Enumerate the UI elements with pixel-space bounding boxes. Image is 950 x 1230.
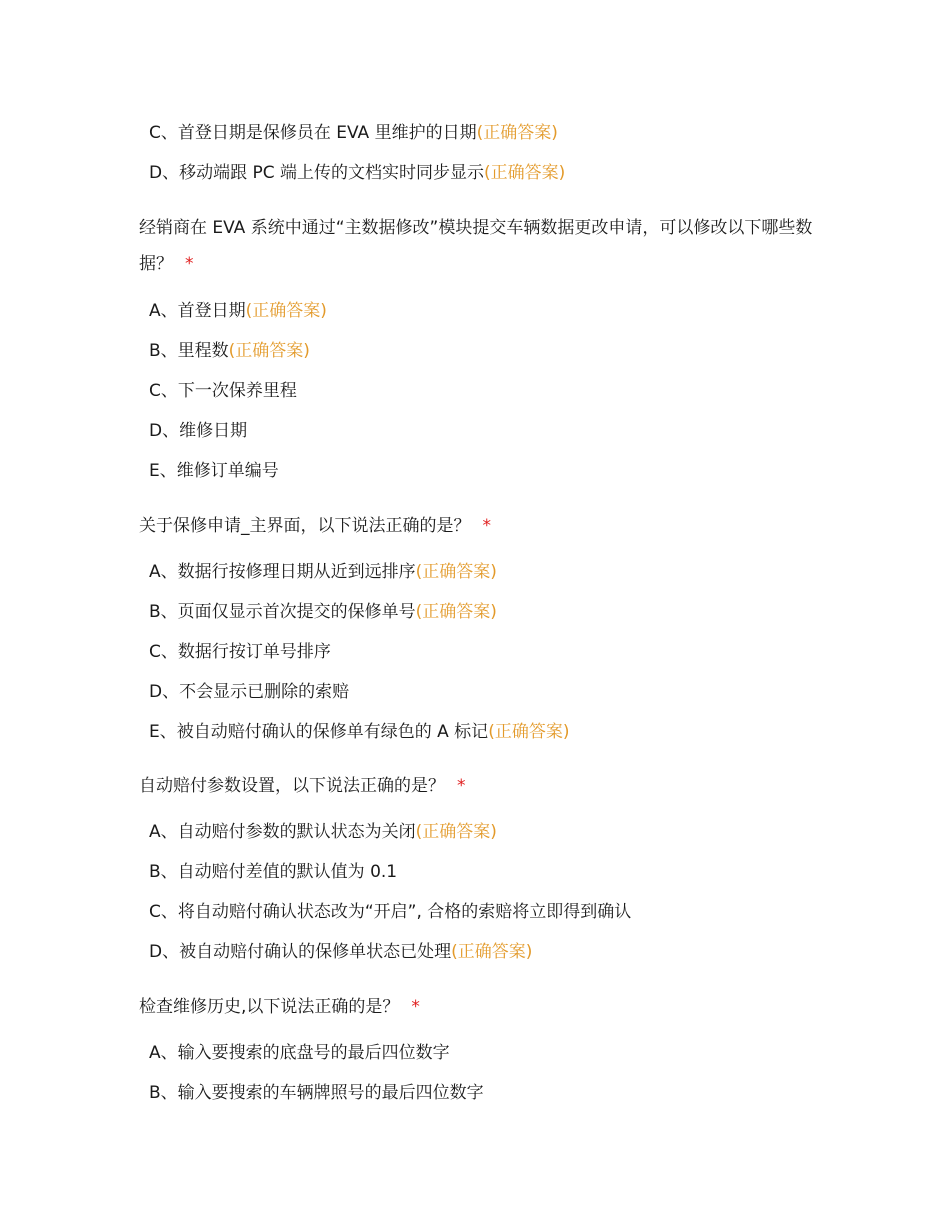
- option-text: 数据行按订单号排序: [177, 642, 331, 662]
- option-text: 下一次保养里程: [177, 381, 297, 401]
- correct-answer-tag: (正确答案): [476, 123, 558, 143]
- option-letter: A、: [149, 301, 178, 321]
- option-text: 首登日期是保修员在 EVA 里维护的日期: [177, 123, 477, 143]
- correct-answer-tag: (正确答案): [245, 301, 327, 321]
- option-text: 页面仅显示首次提交的保修单号: [177, 602, 416, 622]
- option-text: 自动赔付参数的默认状态为关闭: [177, 822, 416, 842]
- correct-answer-tag: (正确答案): [228, 341, 310, 361]
- answer-option: [149, 601, 497, 623]
- option-letter: B、: [149, 341, 178, 361]
- option-text: 移动端跟 PC 端上传的文档实时同步显示: [179, 163, 485, 183]
- correct-answer-tag: (正确答案): [451, 942, 533, 962]
- answer-option: [149, 861, 397, 883]
- answer-option: [149, 721, 569, 743]
- option-letter: D、: [149, 942, 180, 962]
- question-title: [139, 989, 814, 1025]
- answer-option: [149, 901, 631, 923]
- option-text: 将自动赔付确认状态改为“开启”, 合格的索赔将立即得到确认: [177, 902, 632, 922]
- required-star: *: [482, 516, 491, 536]
- answer-option: [149, 1042, 450, 1064]
- correct-answer-tag: (正确答案): [484, 163, 566, 183]
- option-text: 被自动赔付确认的保修单有绿色的 A 标记: [176, 722, 489, 742]
- option-letter: A、: [149, 822, 178, 842]
- option-letter: D、: [149, 682, 180, 702]
- option-text: 输入要搜索的车辆牌照号的最后四位数字: [177, 1083, 484, 1103]
- option-letter: C、: [149, 123, 178, 143]
- option-letter: C、: [149, 381, 178, 401]
- option-text: 被自动赔付确认的保修单状态已处理: [179, 942, 452, 962]
- option-letter: E、: [149, 461, 177, 481]
- answer-option: [149, 340, 310, 362]
- answer-option: [149, 641, 331, 663]
- option-letter: C、: [149, 642, 178, 662]
- correct-answer-tag: (正确答案): [415, 562, 497, 582]
- question-text: 自动赔付参数设置，以下说法正确的是？: [139, 776, 445, 796]
- answer-option: [149, 380, 297, 402]
- option-text: 首登日期: [177, 301, 246, 321]
- correct-answer-tag: (正确答案): [415, 602, 497, 622]
- required-star: *: [457, 776, 466, 796]
- answer-option: [149, 122, 558, 144]
- question-title: [139, 210, 814, 282]
- correct-answer-tag: (正确答案): [415, 822, 497, 842]
- option-letter: A、: [149, 562, 178, 582]
- question-text: 经销商在 EVA 系统中通过“主数据修改”模块提交车辆数据更改申请，可以修改以下哪些数据？: [139, 218, 813, 274]
- answer-option: [149, 941, 532, 963]
- question-text: 关于保修申请_主界面，以下说法正确的是？: [139, 516, 471, 536]
- option-text: 维修订单编号: [176, 461, 279, 481]
- required-star: *: [411, 997, 420, 1017]
- question-title: [139, 768, 814, 804]
- answer-option: [149, 561, 497, 583]
- correct-answer-tag: (正确答案): [488, 722, 570, 742]
- answer-option: [149, 1082, 484, 1104]
- option-letter: B、: [149, 602, 178, 622]
- answer-option: [149, 460, 279, 482]
- question-text: 检查维修历史,以下说法正确的是？: [139, 997, 400, 1017]
- answer-option: [149, 162, 565, 184]
- option-letter: D、: [149, 421, 180, 441]
- option-letter: B、: [149, 1083, 178, 1103]
- answer-option: [149, 681, 349, 703]
- option-text: 输入要搜索的底盘号的最后四位数字: [177, 1043, 450, 1063]
- answer-option: [149, 300, 327, 322]
- option-letter: C、: [149, 902, 178, 922]
- option-text: 数据行按修理日期从近到远排序: [177, 562, 416, 582]
- option-text: 维修日期: [179, 421, 248, 441]
- option-letter: A、: [149, 1043, 178, 1063]
- option-letter: E、: [149, 722, 177, 742]
- option-letter: B、: [149, 862, 178, 882]
- required-star: *: [185, 254, 194, 274]
- option-letter: D、: [149, 163, 180, 183]
- option-text: 里程数: [177, 341, 229, 361]
- question-title: [139, 508, 814, 544]
- option-text: 自动赔付差值的默认值为 0.1: [177, 862, 398, 882]
- option-text: 不会显示已删除的索赔: [179, 682, 350, 702]
- answer-option: [149, 821, 497, 843]
- answer-option: [149, 420, 247, 442]
